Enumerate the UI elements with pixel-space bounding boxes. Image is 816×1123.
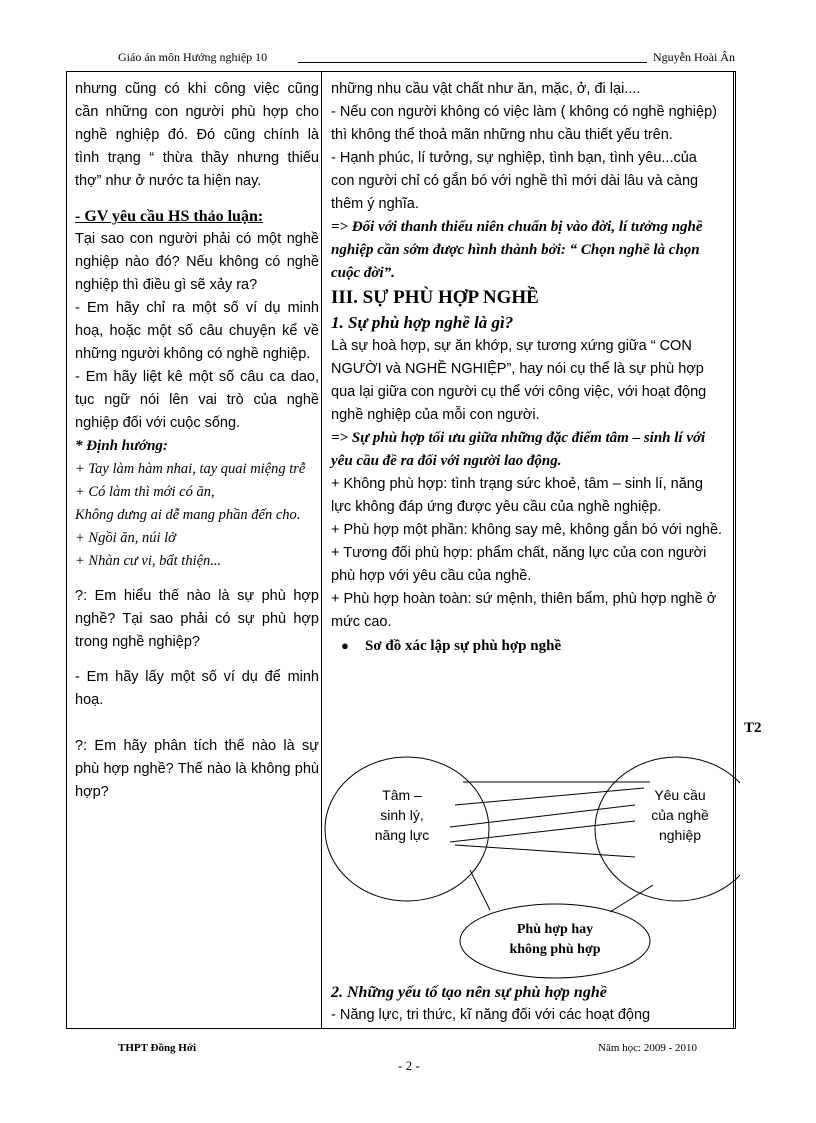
label-line: Tâm – (382, 787, 422, 803)
paragraph: - Nếu con người không có việc làm ( không có nghề nghiệp) thì không thể thoả mãn những nhu cầu thiết yếu trên. (331, 104, 717, 143)
proverb: + Tay làm hàm nhai, tay quai miệng trễ (75, 461, 306, 477)
link-line (470, 870, 490, 910)
label-line: của nghề (651, 807, 709, 823)
label-line: sinh lý, (380, 807, 424, 823)
conclusion: => Sự phù hợp tối ưu giữa những đặc điểm tâm – sinh lí với yêu cầu đề ra đối với người lao động. (331, 430, 706, 469)
label-line: nghiệp (658, 827, 702, 843)
question: ?: Em hãy phân tích thế nào là sự phù hợp nghề? Thế nào là không phù hợp? (75, 738, 319, 800)
paragraph: + Phù hợp một phần: không say mê, không gắn bó với nghề. (331, 522, 723, 538)
section-heading: III. SỰ PHÙ HỢP NGHỀ (331, 287, 539, 308)
question: - Em hãy lấy một số ví dụ để minh hoạ. (75, 669, 319, 708)
bottom-ellipse-label (490, 920, 620, 960)
subsection-heading: 1. Sự phù hợp nghề là gì? (331, 313, 514, 332)
page-header (118, 50, 735, 66)
paragraph: + Phù hợp hoàn toàn: sứ mệnh, thiên bẩm, phù hợp nghề ở mức cao. (331, 591, 717, 630)
content-column (331, 78, 723, 658)
paragraph: những nhu cầu vật chất như ăn, mặc, ở, đi lại.... (331, 81, 641, 97)
label-line: Yêu cầu (654, 787, 706, 803)
bullet-text: Sơ đồ xác lập sự phù hợp nghề (365, 638, 562, 654)
conclusion: => Đối với thanh thiếu niên chuẩn bị vào đời, lí tưởng nghề nghiệp cần sớm được hình thành bởi: “ Chọn nghề là chọn cuộc đời”. (331, 219, 703, 281)
orientation-title: * Định hướng: (75, 438, 168, 454)
link-line (455, 788, 644, 805)
subsection-heading: 2. Những yếu tố tạo nên sự phù hợp nghề (331, 984, 607, 1001)
question: - Em hãy chỉ ra một số ví dụ minh hoạ, hoặc một số câu chuyện kể về những người không có nghề nghiệp. (75, 300, 319, 362)
question: Tại sao con người phải có một nghề nghiệp nào đó? Nếu không có nghề nghiệp thì điều gì sẽ xảy ra? (75, 231, 319, 293)
time-label: T2 (744, 720, 762, 736)
label-line: Phù hợp hay (516, 922, 594, 937)
footer-year: Năm học: 2009 - 2010 (598, 1042, 697, 1054)
bullet-item (331, 634, 723, 658)
proverb: Không dưng ai dễ mang phần đến cho. (75, 507, 301, 523)
label-line: năng lực (374, 827, 430, 843)
proverb: + Có làm thì mới có ăn, (75, 484, 215, 500)
header-right: Nguyễn Hoài Ân (653, 50, 735, 64)
paragraph: + Tương đối phù hợp: phẩm chất, năng lực của con người phù hợp với yêu cầu của nghề. (331, 545, 707, 584)
header-rule (298, 62, 647, 63)
link-line (455, 845, 635, 857)
question: ?: Em hiểu thế nào là sự phù hợp nghề? Tại sao phải có sự phù hợp trong nghề nghiệp? (75, 588, 319, 650)
paragraph: Là sự hoà hợp, sự ăn khớp, sự tương xứng giữa “ CON NGƯỜI và NGHỀ NGHIỆP”, hay nói cụ thể là sự phù hợp qua lại giữa con người cụ thể với công việc, với hoạt động nghề nghiệp của mỗi con người. (331, 338, 707, 423)
question: - Em hãy liệt kê một số câu ca dao, tục ngữ nói lên vai trò của nghề nghiệp đối với cuộc sống. (75, 369, 319, 431)
discussion-title: - GV yêu cầu HS thảo luận: (75, 208, 264, 225)
teacher-activity-column (75, 78, 319, 804)
label-line: không phù hợp (509, 942, 601, 957)
right-circle-label (640, 785, 720, 845)
paragraph: nhưng cũng có khi công việc cũng cần những con người phù hợp cho nghề nghiệp đó. Đó cũng chính là tình trạng “ thừa thầy nhưng thiếu thợ” như ở nước ta hiện nay. (75, 81, 319, 189)
header-left: Giáo án môn Hướng nghiệp 10 (118, 50, 268, 64)
left-circle-label (362, 785, 442, 845)
paragraph: - Hạnh phúc, lí tưởng, sự nghiệp, tình bạn, tình yêu...của con người chỉ có gắn bó với nghề thì mới dài lâu và càng thêm ý nghĩa. (331, 150, 699, 212)
proverb: + Nhàn cư vi, bất thiện... (75, 553, 222, 569)
content-column-bottom (331, 982, 723, 1027)
paragraph: - Năng lực, tri thức, kĩ năng đối với các hoạt động (331, 1007, 651, 1023)
bullet-dot-icon: ● (341, 638, 349, 653)
footer-school: THPT Đồng Hới (118, 1042, 197, 1054)
page-number: - 2 - (398, 1058, 420, 1073)
paragraph: + Không phù hợp: tình trạng sức khoẻ, tâm – sinh lí, năng lực không đáp ứng được yêu cầu của nghề nghiệp. (331, 476, 703, 515)
fit-diagram (290, 750, 740, 980)
proverb: + Ngồi ăn, núi lở (75, 530, 176, 546)
